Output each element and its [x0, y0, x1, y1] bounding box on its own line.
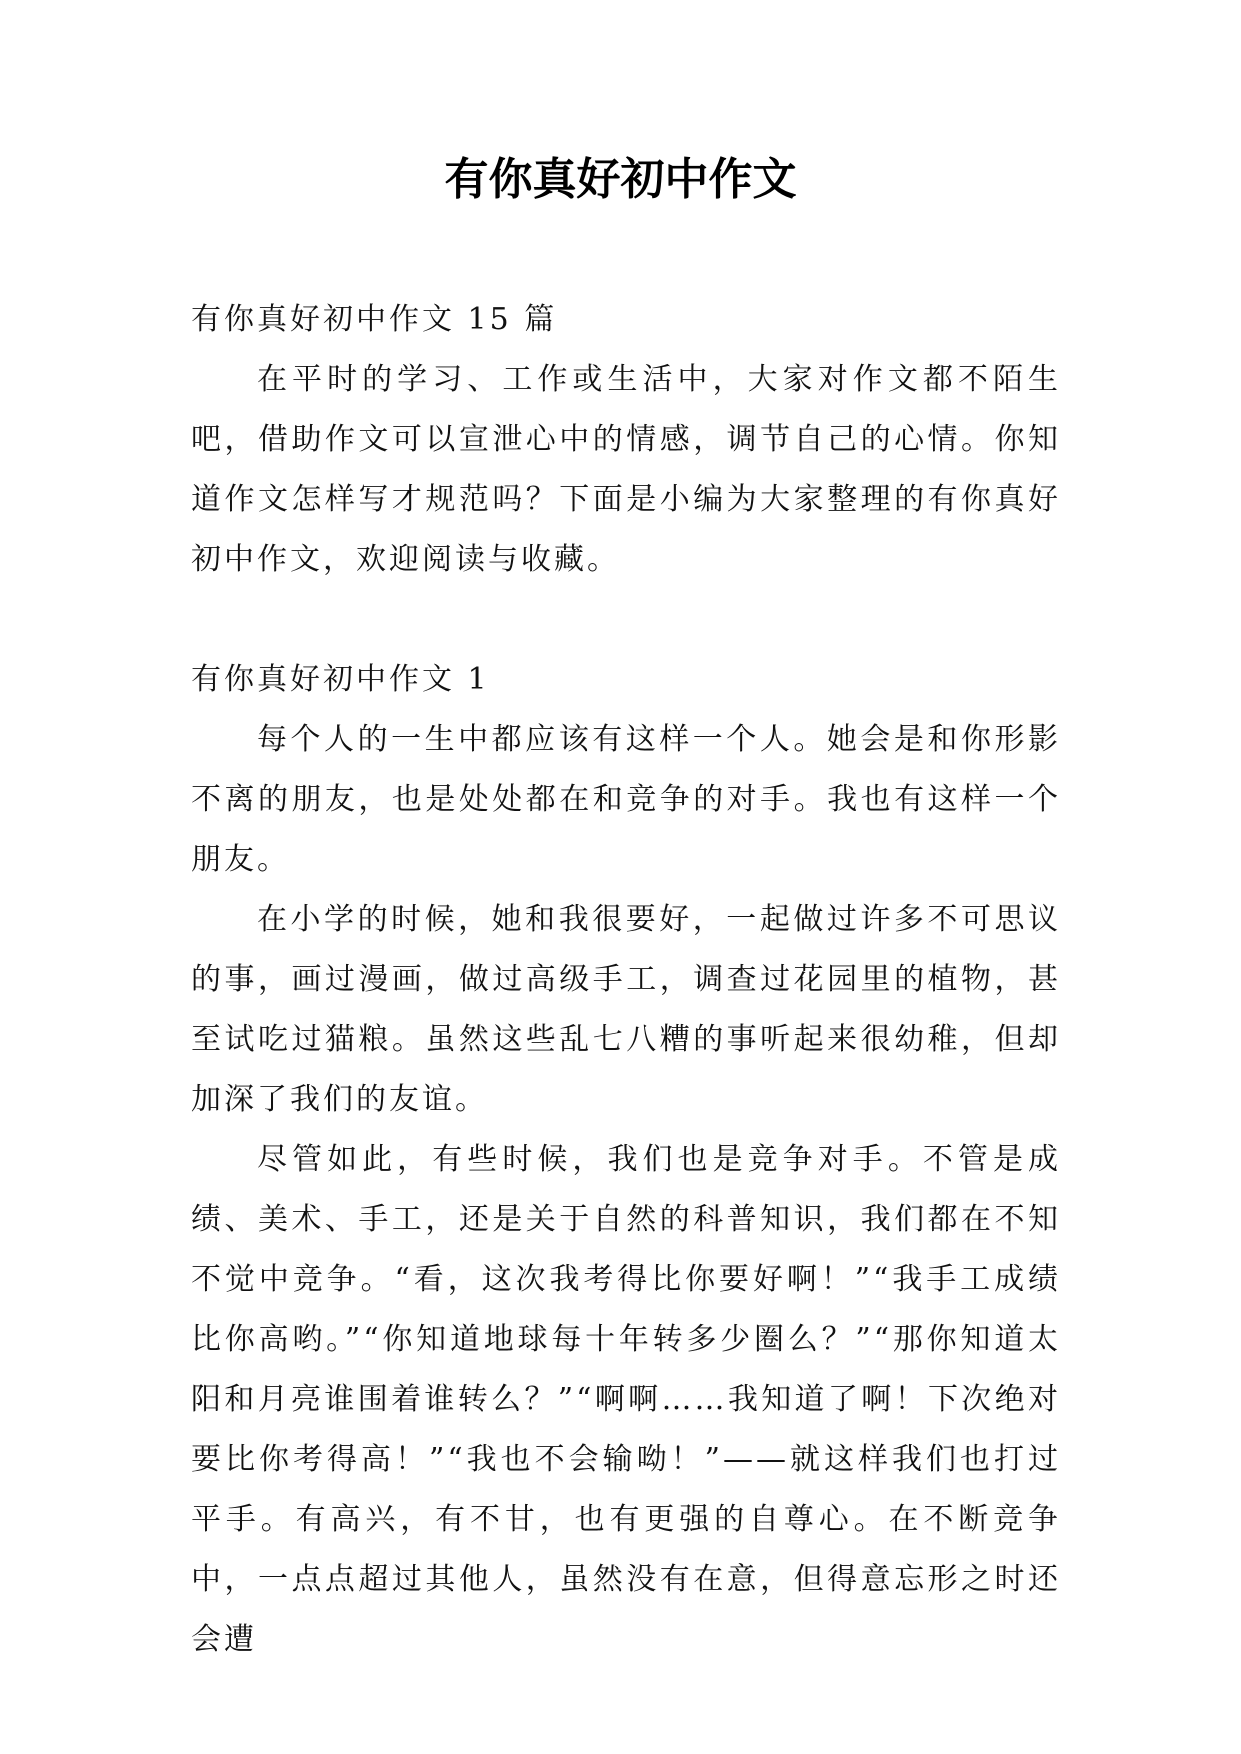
document-body — [191, 290, 1061, 1670]
section-spacer — [191, 590, 1061, 650]
essay-heading: 有你真好初中作文 1 — [191, 662, 490, 697]
intro-heading: 有你真好初中作文 15 篇 — [191, 302, 558, 337]
essay-paragraph-3: 尽管如此，有些时候，我们也是竞争对手。不管是成绩、美术、手工，还是关于自然的科普知识，我们都在不知不觉中竞争。“看，这次我考得比你要好啊！”“我手工成绩比你高哟。”“你知道地球每十年转多少圈么？”“那你知道太阳和月亮谁围着谁转么？”“啊啊……我知道了啊！下次绝对要比你考得高！”“我也不会输呦！”——就这样我们也打过平手。有高兴，有不甘，也有更强的自尊心。在不断竞争中，一点点超过其他人，虽然没有在意，但得意忘形之时还会遭 — [191, 1142, 1061, 1657]
intro-paragraph: 在平时的学习、工作或生活中，大家对作文都不陌生吧，借助作文可以宣泄心中的情感，调节自己的心情。你知道作文怎样写才规范吗？下面是小编为大家整理的有你真好初中作文，欢迎阅读与收藏。 — [191, 362, 1061, 577]
essay-paragraph-1: 每个人的一生中都应该有这样一个人。她会是和你形影不离的朋友，也是处处都在和竞争的对手。我也有这样一个朋友。 — [191, 722, 1061, 877]
document-title: 有你真好初中作文 — [444, 154, 797, 205]
essay-paragraph-2: 在小学的时候，她和我很要好，一起做过许多不可思议的事，画过漫画，做过高级手工，调查过花园里的植物，甚至试吃过猫粮。虽然这些乱七八糟的事听起来很幼稚，但却加深了我们的友谊。 — [191, 902, 1061, 1117]
